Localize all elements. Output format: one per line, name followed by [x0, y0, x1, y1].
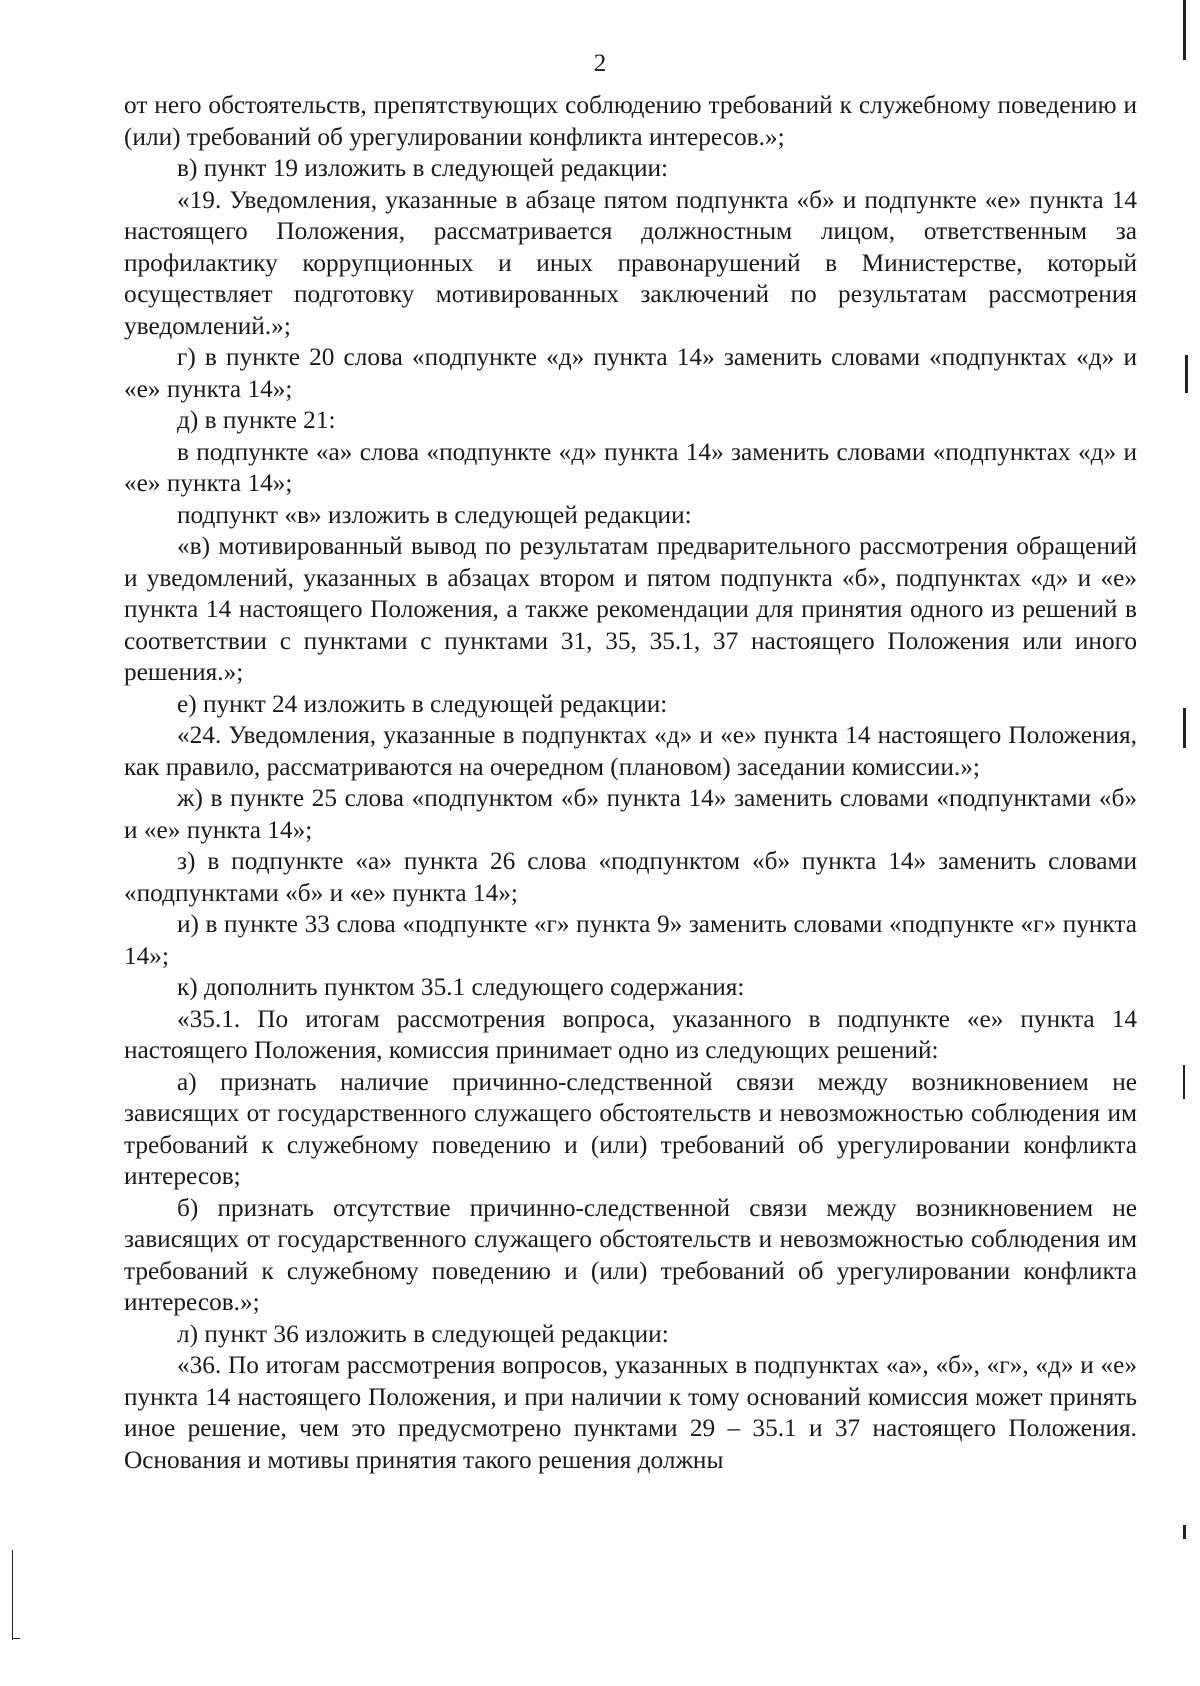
paragraph: от него обстоятельств, препятствующих соблюдению требований к служебному поведению и (или) требований об урегулировании конфликта интересов.»; [124, 91, 1137, 151]
scan-edge-mark [1183, 708, 1186, 748]
scan-edge-mark [1183, 1065, 1185, 1099]
paragraph: «35.1. По итогам рассмотрения вопроса, указанного в подпункте «е» пункта 14 настоящего Положения, комиссия принимает одно из следующих решений: [124, 1004, 1137, 1064]
paragraph: «в) мотивированный вывод по результатам предварительного рассмотрения обращений и уведомлений, указанных в абзацах втором и пятом подпункта «б», подпунктах «д» и «е» пункта 14 настоящего Положения, а также рекомендации для принятия одного из решений в соответствии с пунктами с пунктами 31, 35, 35.1, 37 настоящего Положения или иного решения.»; [124, 532, 1137, 686]
scan-left-margin-mark [12, 1638, 20, 1639]
paragraph: «19. Уведомления, указанные в абзаце пятом подпункта «б» и подпункте «е» пункта 14 настоящего Положения, рассматривается должностным лицом, ответственным за профилактику коррупционных и иных правонарушений в Министерстве, который осуществляет подготовку мотивированных заключений по результатам рассмотрения уведомлений.»; [124, 185, 1137, 340]
paragraph: в) пункт 19 изложить в следующей редакции: [177, 154, 669, 182]
paragraph: е) пункт 24 изложить в следующей редакции: [177, 689, 668, 718]
paragraph: «36. По итогам рассмотрения вопросов, указанных в подпунктах «а», «б», «г», «д» и «е» пункта 14 настоящего Положения, и при наличии к тому оснований комиссия может принять иное решение, чем это предусмотрено пунктами 29 – 35.1 и 37 настоящего Положения. Основания и мотивы принятия такого решения должны [124, 1351, 1137, 1474]
paragraph: в подпункте «а» слова «подпункте «д» пункта 14» заменить словами «подпунктах «д» и «е» пункта 14»; [124, 437, 1137, 497]
paragraph: подпункт «в» изложить в следующей редакции: [177, 500, 692, 529]
paragraph: и) в пункте 33 слова «подпункте «г» пункта 9» заменить словами «подпункте «г» пункта 14»; [124, 910, 1137, 970]
paragraph: б) признать отсутствие причинно-следственной связи между возникновением не зависящих от государственного служащего обстоятельств и невозможностью соблюдения им требований к служебному поведению и (или) требований об урегулировании конфликта интересов.»; [124, 1193, 1137, 1316]
paragraph: ж) в пункте 25 слова «подпунктом «б» пункта 14» заменить словами «подпунктами «б» и «е» пункта 14»; [124, 784, 1137, 844]
paragraph: «24. Уведомления, указанные в подпунктах «д» и «е» пункта 14 настоящего Положения, как правило, рассматриваются на очередном (плановом) заседании комиссии.»; [124, 721, 1137, 781]
scan-left-margin-mark [12, 1550, 13, 1640]
scan-edge-mark [1183, 1525, 1186, 1539]
page-number: 2 [593, 50, 607, 77]
scan-edge-mark [1183, 0, 1186, 60]
scan-edge-mark [1185, 355, 1188, 393]
paragraph: д) в пункте 21: [177, 406, 336, 434]
paragraph: г) в пункте 20 слова «подпункте «д» пункта 14» заменить словами «подпунктах «д» и «е» пункта 14»; [124, 343, 1137, 403]
paragraph: л) пункт 36 изложить в следующей редакции: [177, 1319, 669, 1348]
document-body [124, 90, 1137, 1476]
paragraph: з) в подпункте «а» пункта 26 слова «подпунктом «б» пункта 14» заменить словами «подпунктами «б» и «е» пункта 14»; [124, 847, 1137, 907]
paragraph: к) дополнить пунктом 35.1 следующего содержания: [177, 973, 745, 1001]
paragraph: а) признать наличие причинно-следственной связи между возникновением не зависящих от государственного служащего обстоятельств и невозможностью соблюдения им требований к служебному поведению и (или) требований об урегулировании конфликта интересов; [124, 1067, 1137, 1190]
